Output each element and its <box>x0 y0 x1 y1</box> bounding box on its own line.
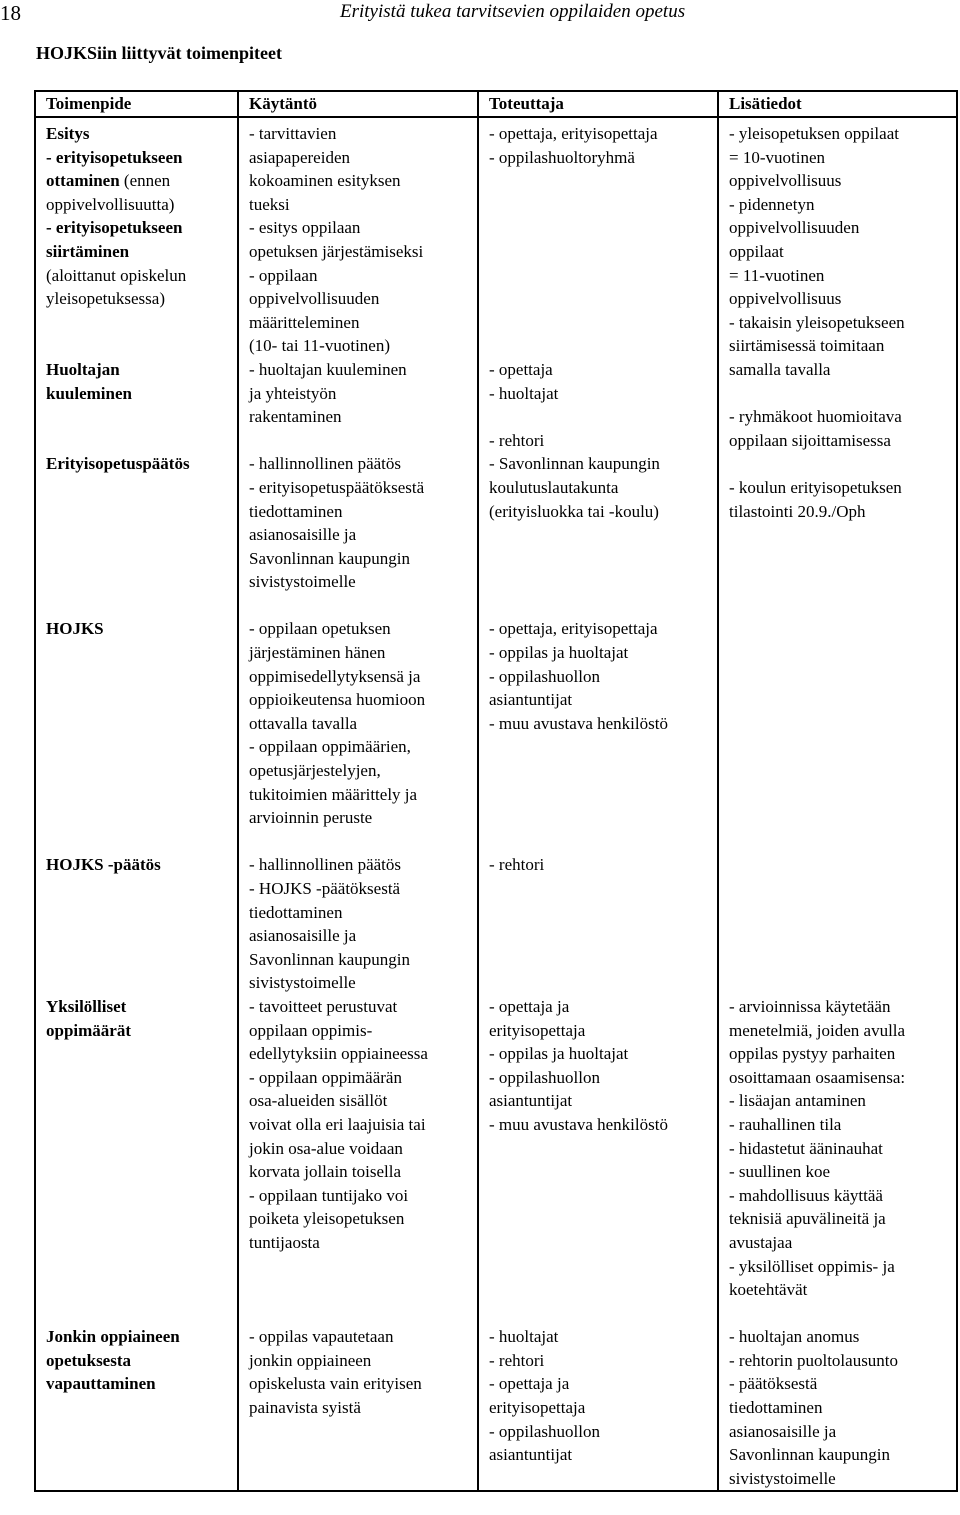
cell-line: poiketa yleisopetuksen <box>249 1209 405 1229</box>
cell-line: sivistystoimelle <box>729 1468 836 1488</box>
cell-line <box>729 382 956 406</box>
cell-line: - HOJKS -päätöksestä <box>249 879 401 898</box>
cell-line: - opettaja <box>489 359 553 379</box>
cell-line: oppilaat <box>729 241 784 261</box>
cell-line: - muu avustava henkilöstö <box>489 713 668 733</box>
row-spacer <box>249 830 477 854</box>
cell-line: painavista syistä <box>249 1398 361 1418</box>
cell-line: HOJKS <box>46 619 104 639</box>
cell-line: - hallinnollinen päätös <box>249 855 402 875</box>
cell-line: - rehtorin puoltolausunto <box>729 1350 899 1370</box>
cell-line: oppivelvollisuus <box>729 289 842 309</box>
cell-line: ja yhteistyön <box>249 383 337 403</box>
cell-line: - mahdollisuus käyttää <box>729 1185 883 1205</box>
cell-line: - huoltajat <box>489 1327 559 1347</box>
cell-line: - erityisopetukseen <box>46 147 183 167</box>
cell-line: - oppilashuollon <box>489 666 600 686</box>
row-spacer <box>489 523 717 547</box>
cell-line: kuuleminen <box>46 383 132 403</box>
cell-line: tiedottaminen <box>249 902 343 922</box>
toteuttaja-cell <box>478 117 718 617</box>
column-header-lisatiedot: Lisätiedot <box>718 91 957 117</box>
cell-line: oppivelvollisuus <box>729 171 842 191</box>
cell-line <box>489 405 717 429</box>
cell-line <box>489 193 717 217</box>
cell-line: asiapapereiden <box>249 147 350 167</box>
cell-line: - arvioinnissa käytetään <box>729 996 891 1016</box>
cell-line: Esitys <box>46 124 90 143</box>
cell-line: kokoaminen esityksen <box>249 171 401 191</box>
cell-line: - erityisopetukseen <box>46 218 183 238</box>
cell-line: tukitoimien määrittely ja <box>249 784 418 804</box>
cell-line: asianosaisille ja <box>729 1421 837 1441</box>
cell-line: - erityisopetuspäätöksestä <box>249 477 425 497</box>
cell-line: yleisopetuksessa) <box>46 289 165 309</box>
cell-line: - rauhallinen tila <box>729 1114 842 1134</box>
cell-line <box>46 334 237 358</box>
cell-line: - rehtori <box>489 1350 545 1370</box>
cell-line: (10- tai 11-vuotinen) <box>249 336 390 356</box>
toteuttaja-cell <box>478 617 718 853</box>
cell-line: - oppilaan tuntijako voi <box>249 1185 409 1205</box>
cell-line: jokin osa-alue voidaan <box>249 1138 403 1158</box>
column-header-toimenpide: Toimenpide <box>35 91 238 117</box>
toimenpide-cell <box>35 853 238 995</box>
cell-line: - oppilas vapautetaan <box>249 1327 394 1347</box>
cell-line: koulutuslautakunta <box>489 477 619 497</box>
cell-line: (aloittanut opiskelun <box>46 265 187 285</box>
running-header: Erityistä tukea tarvitsevien oppilaiden opetus <box>340 1 686 22</box>
cell-line: arvioinnin peruste <box>249 808 373 828</box>
cell-line: osa-alueiden sisällöt <box>249 1091 388 1111</box>
cell-line: - oppilaan oppimäärän <box>249 1067 402 1087</box>
cell-line: voivat olla eri laajuisia tai <box>249 1114 426 1134</box>
cell-line: - lisäajan antaminen <box>729 1091 866 1111</box>
toteuttaja-cell <box>478 1325 718 1491</box>
cell-line: - ryhmäkoot huomioitava <box>729 407 902 427</box>
cell-line: oppivelvollisuutta) <box>46 194 175 214</box>
cell-line: - hidastetut ääninauhat <box>729 1138 883 1158</box>
cell-line: - huoltajan kuuleminen <box>249 359 407 379</box>
cell-line <box>489 311 717 335</box>
cell-line <box>489 216 717 240</box>
cell-line: oppimisedellytyksensä ja <box>249 666 421 686</box>
row-spacer <box>46 1042 237 1066</box>
table-row <box>35 853 957 995</box>
lisatiedot-cell <box>718 1325 957 1491</box>
column-header-kaytanto: Käytäntö <box>238 91 478 117</box>
kaytanto-cell <box>238 117 478 617</box>
row-spacer <box>249 594 477 618</box>
cell-line: edellytyksiin oppiaineessa <box>249 1044 428 1064</box>
cell-line: - opettaja, erityisopettaja <box>489 124 658 143</box>
cell-line <box>46 311 237 335</box>
kaytanto-cell <box>238 853 478 995</box>
section-title: HOJKSiin liittyvät toimenpiteet <box>36 43 282 63</box>
cell-line: järjestäminen hänen <box>249 643 386 663</box>
cell-line: koetehtävät <box>729 1280 808 1300</box>
row-spacer <box>46 476 237 500</box>
toteuttaja-cell <box>478 853 718 995</box>
cell-line: erityisopettaja <box>489 1398 586 1418</box>
cell-line: - Savonlinnan kaupungin <box>489 454 660 474</box>
toteuttaja-cell <box>478 995 718 1325</box>
cell-line: tilastointi 20.9./Oph <box>729 501 866 521</box>
toimenpide-cell <box>35 1325 238 1491</box>
toimenpide-cell <box>35 117 238 617</box>
cell-line: - oppilaan opetuksen <box>249 619 391 639</box>
cell-line: siirtämisessä toimitaan <box>729 336 885 356</box>
cell-line: Savonlinnan kaupungin <box>249 548 411 568</box>
cell-line: - yleisopetuksen oppilaat <box>729 124 899 143</box>
cell-line: opetuksesta <box>46 1350 132 1370</box>
cell-line <box>489 264 717 288</box>
cell-line: asianosaisille ja <box>249 525 357 545</box>
lisatiedot-cell <box>718 995 957 1325</box>
row-spacer <box>729 523 956 547</box>
row-spacer <box>729 1302 956 1326</box>
cell-line: HOJKS -päätös <box>46 855 161 875</box>
cell-line: ottavalla tavalla <box>249 713 358 733</box>
cell-line: - opettaja ja <box>489 996 570 1016</box>
cell-line: opetusjärjestelyjen, <box>249 761 381 781</box>
cell-line: - takaisin yleisopetukseen <box>729 312 905 332</box>
cell-line: oppilaan oppimis- <box>249 1020 373 1040</box>
cell-line: asianosaisille ja <box>249 926 357 946</box>
cell-line: erityisopettaja <box>489 1020 586 1040</box>
cell-line: sivistystoimelle <box>249 572 356 592</box>
page-number: 18 <box>0 1 21 25</box>
lisatiedot-cell <box>718 117 957 617</box>
cell-line: jonkin oppiaineen <box>249 1350 372 1370</box>
kaytanto-cell <box>238 995 478 1325</box>
cell-line: - päätöksestä <box>729 1374 818 1394</box>
toimenpide-cell <box>35 995 238 1325</box>
cell-line: tiedottaminen <box>249 501 343 521</box>
table-header-row <box>35 91 957 117</box>
cell-line: - huoltajat <box>489 383 559 403</box>
measures-table <box>34 90 958 1492</box>
cell-line: oppilaan sijoittamisessa <box>729 430 891 450</box>
cell-line: Jonkin oppiaineen <box>46 1327 180 1347</box>
cell-line: - oppilaan <box>249 265 318 285</box>
kaytanto-cell <box>238 617 478 853</box>
cell-line: asiantuntijat <box>489 1445 573 1465</box>
cell-line: korvata jollain toisella <box>249 1162 402 1182</box>
cell-line: - rehtori <box>489 430 545 450</box>
cell-line: = 11-vuotinen <box>729 265 825 285</box>
cell-line: siirtäminen <box>46 241 130 261</box>
cell-line: - hallinnollinen päätös <box>249 454 402 474</box>
cell-line <box>729 452 956 476</box>
cell-line: oppivelvollisuuden <box>729 218 860 238</box>
cell-line: oppioikeutensa huomioon <box>249 690 426 710</box>
cell-line: asiantuntijat <box>489 690 573 710</box>
cell-line: tueksi <box>249 194 290 214</box>
cell-line: menetelmiä, joiden avulla <box>729 1020 906 1040</box>
cell-line: - pidennetyn <box>729 194 815 214</box>
cell-line: oppivelvollisuuden <box>249 289 380 309</box>
cell-line: vapauttaminen <box>46 1374 156 1394</box>
cell-line: (erityisluokka tai -koulu) <box>489 501 659 521</box>
cell-line: asiantuntijat <box>489 1091 573 1111</box>
cell-line: - oppilashuoltoryhmä <box>489 147 635 167</box>
cell-line: samalla tavalla <box>729 359 831 379</box>
cell-line <box>489 169 717 193</box>
cell-line: Savonlinnan kaupungin <box>249 949 411 969</box>
cell-line: oppimäärät <box>46 1020 131 1040</box>
cell-line: Huoltajan <box>46 359 120 379</box>
row-spacer <box>489 735 717 759</box>
table-row <box>35 1325 957 1491</box>
toimenpide-cell <box>35 617 238 853</box>
cell-line: - oppilashuollon <box>489 1421 600 1441</box>
cell-line: - rehtori <box>489 855 545 875</box>
cell-line: avustajaa <box>729 1232 793 1252</box>
cell-line: oppilas pystyy parhaiten <box>729 1044 896 1064</box>
cell-line: tiedottaminen <box>729 1398 823 1418</box>
cell-line: - oppilaan oppimäärien, <box>249 737 411 757</box>
cell-line: - opettaja, erityisopettaja <box>489 619 658 639</box>
cell-line: Erityisopetuspäätös <box>46 454 190 474</box>
table-row <box>35 617 957 853</box>
cell-line: ottaminen (ennen <box>46 171 171 191</box>
lisatiedot-cell <box>718 617 957 853</box>
row-spacer <box>46 641 237 665</box>
row-spacer <box>729 617 956 641</box>
cell-line: rakentaminen <box>249 407 342 427</box>
cell-line: - tavoitteet perustuvat <box>249 996 398 1016</box>
kaytanto-cell <box>238 1325 478 1491</box>
cell-line: - huoltajan anomus <box>729 1327 860 1347</box>
cell-line: - opettaja ja <box>489 1374 570 1394</box>
cell-line: opetuksen järjestämiseksi <box>249 241 424 261</box>
cell-line: - oppilas ja huoltajat <box>489 643 629 663</box>
cell-line: - yksilölliset oppimis- ja <box>729 1256 895 1276</box>
cell-line: - tarvittavien <box>249 124 337 143</box>
cell-line: - oppilashuollon <box>489 1067 600 1087</box>
cell-line: Savonlinnan kaupungin <box>729 1445 891 1465</box>
cell-line <box>249 429 477 453</box>
cell-line: teknisiä apuvälineitä ja <box>729 1209 886 1229</box>
cell-line: osoittamaan osaamisensa: <box>729 1067 906 1087</box>
cell-line: - suullinen koe <box>729 1162 831 1182</box>
column-header-toteuttaja: Toteuttaja <box>478 91 718 117</box>
lisatiedot-cell <box>718 853 957 995</box>
cell-line: tuntijaosta <box>249 1232 320 1252</box>
cell-line: - esitys oppilaan <box>249 218 361 238</box>
cell-line: määritteleminen <box>249 312 360 332</box>
cell-line: - koulun erityisopetuksen <box>729 477 902 497</box>
cell-line: - oppilas ja huoltajat <box>489 1044 629 1064</box>
cell-line <box>489 287 717 311</box>
cell-line: opiskelusta vain erityisen <box>249 1374 422 1394</box>
row-spacer <box>249 1255 477 1279</box>
cell-line <box>489 240 717 264</box>
row-spacer <box>489 1137 717 1161</box>
table-row <box>35 117 957 617</box>
table-row <box>35 995 957 1325</box>
cell-line: = 10-vuotinen <box>729 147 825 167</box>
cell-line: - muu avustava henkilöstö <box>489 1114 668 1134</box>
cell-line <box>46 405 237 429</box>
cell-line <box>46 429 237 453</box>
cell-line <box>489 334 717 358</box>
cell-line: Yksilölliset <box>46 996 127 1016</box>
cell-line: sivistystoimelle <box>249 973 356 993</box>
